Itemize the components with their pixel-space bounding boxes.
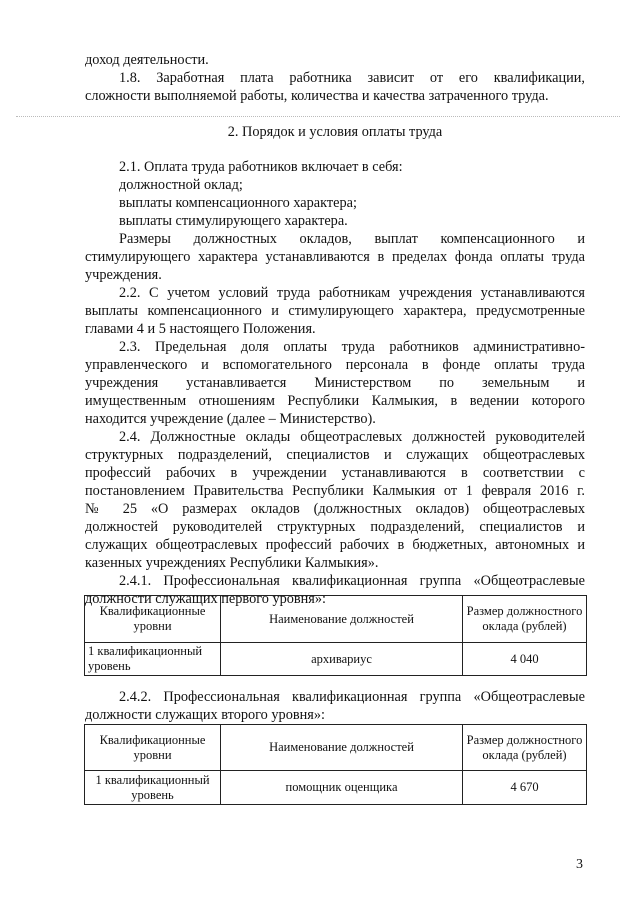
clause-2-1b-line1: Размеры должностных окладов, выплат компенсационного и <box>119 231 585 247</box>
salary-table-1 <box>84 595 587 676</box>
clause-2-4-line3: профессий рабочих в учреждении устанавливаются в соответствии с <box>85 465 585 481</box>
clause-2-4-line8: казенных учреждениях Республики Калмыкия». <box>85 555 379 571</box>
clause-2-4-line4: постановлением Правительства Республики Калмыкия от 1 февраля 2016 г. <box>85 483 585 499</box>
clause-2-4-line2: структурных подразделений, специалистов и служащих общеотраслевых <box>85 447 585 463</box>
header-salary: Размер должностного оклада (рублей) <box>463 725 587 771</box>
cell-position: архивариус <box>221 643 463 676</box>
clause-2-2-line3: главами 4 и 5 настоящего Положения. <box>85 321 316 337</box>
header-salary: Размер должностного оклада (рублей) <box>463 596 587 643</box>
table-header-row <box>85 725 587 771</box>
clause-2-3-line1: 2.3. Предельная доля оплаты труда работников административно- <box>119 339 585 355</box>
cell-salary: 4 040 <box>463 643 587 676</box>
clause-2-4-line5: № 25 «О размерах окладов (должностных окладов) общеотраслевых <box>85 501 585 517</box>
header-positions: Наименование должностей <box>221 596 463 643</box>
clause-2-1-line1: 2.1. Оплата труда работников включает в себя: <box>119 159 403 175</box>
clause-1-8-line1: 1.8. Заработная плата работника зависит от его квалификации, <box>119 70 585 86</box>
clause-2-4-line7: служащих общеотраслевых профессий рабочих в бюджетных, автономных и <box>85 537 585 553</box>
table-row <box>85 771 587 805</box>
clause-2-4-line6: должностей руководителей структурных подразделений, специалистов и <box>85 519 585 535</box>
text-continuation: доход деятельности. <box>85 52 209 68</box>
cell-position: помощник оценщика <box>221 771 463 805</box>
clause-2-3-line3: учреждения устанавливается Министерством по земельным и <box>85 375 585 391</box>
header-positions: Наименование должностей <box>221 725 463 771</box>
clause-2-4-line1: 2.4. Должностные оклады общеотраслевых должностей руководителей <box>119 429 585 445</box>
cell-salary: 4 670 <box>463 771 587 805</box>
table-header-row <box>85 596 587 643</box>
clause-2-1-item3: выплаты стимулирующего характера. <box>119 213 348 229</box>
cell-level: 1 квалификационный уровень <box>85 771 221 805</box>
clause-2-3-line5: находится учреждение (далее – Министерство). <box>85 411 376 427</box>
clause-2-1b-line2: стимулирующего характера устанавливаются в пределах фонда оплаты труда <box>85 249 585 265</box>
header-levels: Квалификационные уровни <box>85 725 221 771</box>
cell-level: 1 квалификационный уровень <box>85 643 221 676</box>
scan-artifact-line <box>16 116 620 117</box>
header-levels: Квалификационные уровни <box>85 596 221 643</box>
table-row <box>85 643 587 676</box>
clause-2-1-item1: должностной оклад; <box>119 177 243 193</box>
clause-2-1-item2: выплаты компенсационного характера; <box>119 195 357 211</box>
clause-2-4-2-line1: 2.4.2. Профессиональная квалификационная группа «Общеотраслевые <box>119 689 585 705</box>
clause-2-3-line2: управленческого и вспомогательного персонала в фонде оплаты труда <box>85 357 585 373</box>
clause-2-4-1-line2: должности служащих первого уровня»: <box>85 591 326 607</box>
clause-2-2-line1: 2.2. С учетом условий труда работникам учреждения устанавливаются <box>119 285 585 301</box>
clause-1-8-line2: сложности выполняемой работы, количества и качества затраченного труда. <box>85 88 549 104</box>
salary-table-2 <box>84 724 587 805</box>
page-number: 3 <box>576 857 583 872</box>
clause-2-4-1-line1: 2.4.1. Профессиональная квалификационная группа «Общеотраслевые <box>119 573 585 589</box>
clause-2-1b-line3: учреждения. <box>85 267 162 283</box>
clause-2-3-line4: имущественным отношениям Республики Калмыкия, в ведении которого <box>85 393 585 409</box>
clause-2-2-line2: выплаты компенсационного и стимулирующего характера, предусмотренные <box>85 303 585 319</box>
section-title: 2. Порядок и условия оплаты труда <box>227 124 443 140</box>
clause-2-4-2-line2: должности служащих второго уровня»: <box>85 707 325 723</box>
